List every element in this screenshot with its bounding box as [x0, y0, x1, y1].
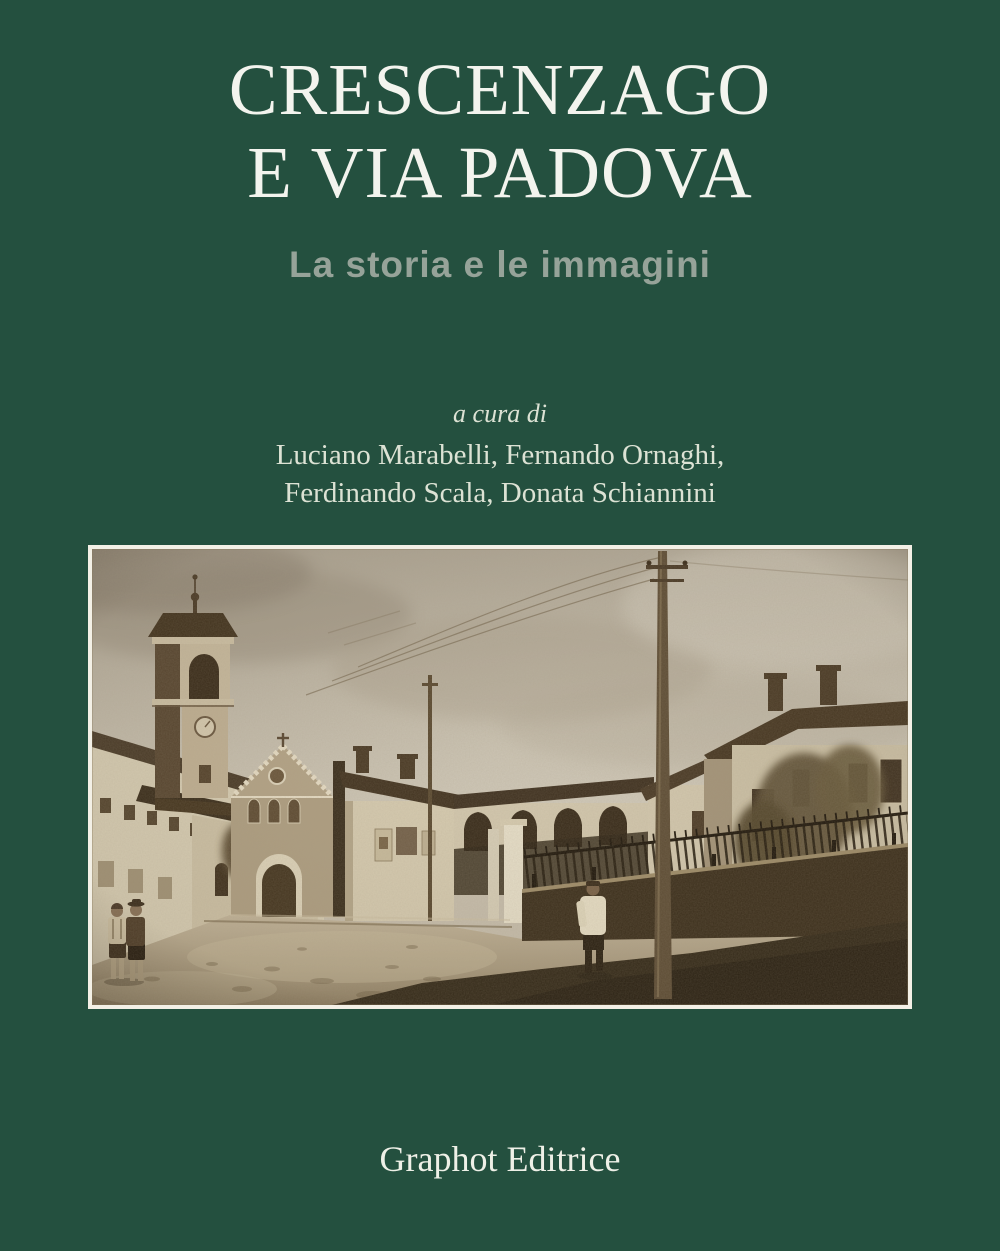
cover-photo-frame — [88, 545, 912, 1009]
book-title — [0, 48, 1000, 214]
book-title-line2: E VIA PADOVA — [247, 132, 753, 213]
publisher-name: Graphot Editrice — [379, 1139, 621, 1179]
book-subtitle: La storia e le immagini — [289, 244, 711, 285]
editors-line2: Ferdinando Scala, Donata Schiannini — [284, 477, 716, 509]
editors-line1: Luciano Marabelli, Fernando Ornaghi, — [275, 439, 725, 471]
book-title-line1: CRESCENZAGO — [228, 49, 772, 130]
photo-grain — [92, 549, 908, 1005]
edited-by-label: a cura di — [453, 399, 547, 428]
editors-names — [0, 436, 1000, 512]
cover-photo-illustration — [92, 549, 908, 1005]
